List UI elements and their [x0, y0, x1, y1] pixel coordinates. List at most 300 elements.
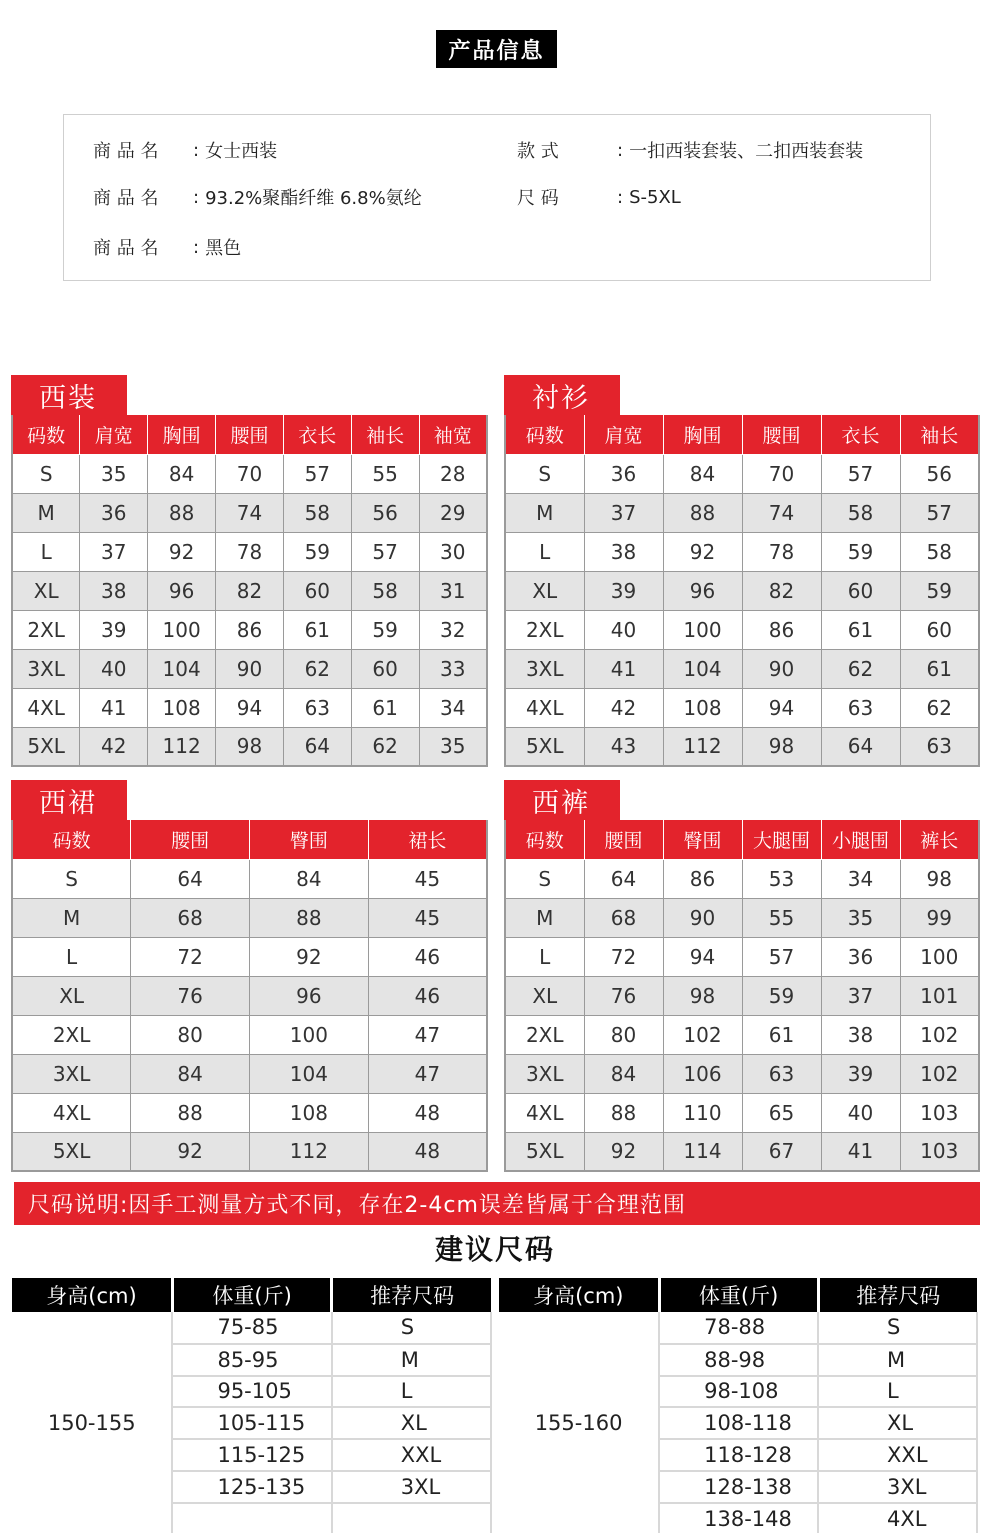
table-cell: S: [12, 454, 80, 493]
table-cell: 78: [742, 532, 821, 571]
table-cell: 100: [900, 937, 979, 976]
column-header: 臀围: [663, 820, 742, 859]
table-cell: 59: [283, 532, 351, 571]
size-notice: 尺码说明:因手工测量方式不同，存在2-4cm误差皆属于合理范围: [14, 1182, 980, 1225]
table-cell: 38: [584, 532, 663, 571]
table-cell: 100: [250, 1015, 369, 1054]
table-cell: 5XL: [505, 1132, 584, 1171]
table-cell: 65: [742, 1093, 821, 1132]
weight-range-cell: 88-98: [659, 1344, 818, 1376]
height-range-cell: 155-160: [499, 1312, 659, 1533]
info-value: 黑色: [205, 238, 242, 259]
table-cell: 40: [80, 649, 148, 688]
skirt-size-table: [11, 820, 488, 1172]
table-cell: 64: [131, 859, 250, 898]
column-header: 码数: [12, 415, 80, 454]
table-row: [505, 898, 979, 937]
table-cell: 40: [821, 1093, 900, 1132]
table-cell: 35: [80, 454, 148, 493]
table-row: [505, 493, 979, 532]
table-cell: 55: [742, 898, 821, 937]
table-cell: 56: [351, 493, 419, 532]
table-cell: 5XL: [12, 727, 80, 766]
table-cell: 62: [900, 688, 979, 727]
column-header: 腰围: [584, 820, 663, 859]
table-cell: 80: [131, 1015, 250, 1054]
table-header-row: [505, 415, 979, 454]
table-cell: 103: [900, 1132, 979, 1171]
table-cell: 41: [821, 1132, 900, 1171]
column-header: 腰围: [131, 820, 250, 859]
recommended-size-cell: L: [818, 1376, 977, 1408]
table-cell: 86: [216, 610, 284, 649]
table-cell: 98: [900, 859, 979, 898]
column-header: 推荐尺码: [818, 1278, 977, 1312]
table-row: [505, 688, 979, 727]
table-cell: 37: [584, 493, 663, 532]
info-label: 商 品 名: [93, 238, 159, 259]
table-cell: L: [12, 937, 131, 976]
table-cell: 41: [80, 688, 148, 727]
table-cell: 88: [584, 1093, 663, 1132]
column-header: 大腿围: [742, 820, 821, 859]
table-row: [12, 649, 487, 688]
recommended-size-cell: M: [332, 1344, 491, 1376]
table-cell: 80: [584, 1015, 663, 1054]
table-cell: 46: [368, 937, 487, 976]
table-cell: 70: [216, 454, 284, 493]
column-header: 码数: [12, 820, 131, 859]
column-header: 袖长: [900, 415, 979, 454]
table-cell: 2XL: [12, 610, 80, 649]
table-header-row: [12, 415, 487, 454]
table-cell: 98: [742, 727, 821, 766]
info-value: 93.2%聚酯纤维 6.8%氨纶: [205, 188, 422, 209]
table-cell: 62: [283, 649, 351, 688]
recommended-size-cell: S: [332, 1312, 491, 1344]
table-cell: 84: [663, 454, 742, 493]
table-cell: 102: [900, 1015, 979, 1054]
table-cell: 63: [742, 1054, 821, 1093]
table-cell: 60: [351, 649, 419, 688]
table-cell: 56: [900, 454, 979, 493]
column-header: 小腿围: [821, 820, 900, 859]
table-cell: 108: [148, 688, 216, 727]
table-cell: 92: [148, 532, 216, 571]
recommended-size-cell: 4XL: [818, 1503, 977, 1533]
table-cell: 92: [663, 532, 742, 571]
table-row: [505, 976, 979, 1015]
info-value: 女士西装: [205, 141, 278, 162]
table-cell: 3XL: [12, 649, 80, 688]
table-cell: 64: [283, 727, 351, 766]
table-header-row: [12, 820, 487, 859]
table-row: [12, 898, 487, 937]
table-row: [12, 532, 487, 571]
table-cell: 39: [584, 571, 663, 610]
table-cell: 100: [148, 610, 216, 649]
table-cell: 4XL: [12, 688, 80, 727]
table-cell: XL: [12, 571, 80, 610]
table-cell: 30: [419, 532, 487, 571]
weight-range-cell: 95-105: [172, 1376, 331, 1408]
table-cell: 35: [419, 727, 487, 766]
table-cell: 94: [742, 688, 821, 727]
info-label: 款 式: [517, 141, 559, 162]
weight-range-cell: [172, 1503, 331, 1533]
table-cell: 4XL: [505, 688, 584, 727]
tab-pants: 西裤: [504, 780, 620, 820]
table-cell: 92: [584, 1132, 663, 1171]
table-cell: 3XL: [505, 649, 584, 688]
table-cell: 68: [584, 898, 663, 937]
table-cell: 59: [900, 571, 979, 610]
table-row: [12, 859, 487, 898]
table-cell: M: [505, 493, 584, 532]
table-header-row: [505, 820, 979, 859]
table-cell: 28: [419, 454, 487, 493]
column-header: 衣长: [283, 415, 351, 454]
table-cell: 100: [663, 610, 742, 649]
table-cell: 40: [584, 610, 663, 649]
table-cell: 5XL: [505, 727, 584, 766]
table-cell: 108: [663, 688, 742, 727]
weight-range-cell: 118-128: [659, 1439, 818, 1471]
table-cell: XL: [505, 571, 584, 610]
table-cell: 102: [900, 1054, 979, 1093]
table-cell: 60: [283, 571, 351, 610]
table-cell: 114: [663, 1132, 742, 1171]
table-row: [505, 1093, 979, 1132]
table-cell: 35: [821, 898, 900, 937]
section-title-product-info: 产品信息: [436, 30, 557, 68]
weight-range-cell: 115-125: [172, 1439, 331, 1471]
recommend-row: [499, 1312, 977, 1344]
table-cell: 96: [148, 571, 216, 610]
table-row: [505, 859, 979, 898]
table-cell: 96: [663, 571, 742, 610]
recommended-size-cell: M: [818, 1344, 977, 1376]
table-cell: 4XL: [505, 1093, 584, 1132]
table-cell: 63: [821, 688, 900, 727]
info-row-size: 尺 码 : S-5XL: [517, 184, 681, 210]
table-cell: 90: [663, 898, 742, 937]
column-header: 胸围: [663, 415, 742, 454]
table-cell: 112: [663, 727, 742, 766]
column-header: 肩宽: [584, 415, 663, 454]
recommended-size-cell: XL: [818, 1407, 977, 1439]
info-row-material: 商 品 名 : 93.2%聚酯纤维 6.8%氨纶: [93, 184, 422, 210]
table-cell: 2XL: [12, 1015, 131, 1054]
tab-skirt: 西裙: [11, 780, 127, 820]
recommend-title: 建议尺码: [434, 1233, 555, 1266]
table-cell: 36: [821, 937, 900, 976]
info-value: 一扣西装套装、二扣西装套装: [629, 141, 864, 162]
table-cell: 34: [419, 688, 487, 727]
recommended-size-cell: XXL: [332, 1439, 491, 1471]
column-header: 臀围: [250, 820, 369, 859]
weight-range-cell: 85-95: [172, 1344, 331, 1376]
table-cell: L: [12, 532, 80, 571]
table-cell: 94: [663, 937, 742, 976]
table-cell: 98: [663, 976, 742, 1015]
table-cell: 84: [131, 1054, 250, 1093]
table-cell: 38: [80, 571, 148, 610]
table-cell: 72: [131, 937, 250, 976]
table-cell: 43: [584, 727, 663, 766]
table-cell: 39: [821, 1054, 900, 1093]
table-cell: 92: [250, 937, 369, 976]
table-cell: 48: [368, 1132, 487, 1171]
table-cell: 60: [821, 571, 900, 610]
table-cell: 57: [742, 937, 821, 976]
table-row: [12, 454, 487, 493]
table-cell: S: [505, 859, 584, 898]
recommend-header-row: [12, 1278, 491, 1312]
table-cell: 63: [900, 727, 979, 766]
table-cell: 112: [250, 1132, 369, 1171]
column-header: 袖长: [351, 415, 419, 454]
table-cell: 104: [250, 1054, 369, 1093]
table-cell: M: [12, 898, 131, 937]
table-cell: 84: [148, 454, 216, 493]
table-cell: 61: [351, 688, 419, 727]
recommend-table-right: [499, 1278, 978, 1533]
table-cell: 47: [368, 1015, 487, 1054]
table-cell: 88: [148, 493, 216, 532]
column-header: 体重(斤): [172, 1278, 331, 1312]
table-cell: 92: [131, 1132, 250, 1171]
table-cell: S: [12, 859, 131, 898]
table-cell: 41: [584, 649, 663, 688]
table-cell: 2XL: [505, 610, 584, 649]
weight-range-cell: 108-118: [659, 1407, 818, 1439]
table-row: [12, 1054, 487, 1093]
table-row: [12, 571, 487, 610]
table-row: [505, 937, 979, 976]
recommend-table-left: [12, 1278, 492, 1533]
suit-size-table: [11, 415, 488, 767]
table-cell: 88: [250, 898, 369, 937]
recommended-size-cell: 3XL: [818, 1471, 977, 1503]
table-cell: 104: [148, 649, 216, 688]
table-cell: 98: [216, 727, 284, 766]
weight-range-cell: 128-138: [659, 1471, 818, 1503]
table-cell: 3XL: [12, 1054, 131, 1093]
table-cell: 82: [742, 571, 821, 610]
column-header: 裤长: [900, 820, 979, 859]
recommended-size-cell: XL: [332, 1407, 491, 1439]
table-cell: 96: [250, 976, 369, 1015]
table-cell: L: [505, 532, 584, 571]
table-cell: XL: [505, 976, 584, 1015]
table-cell: 47: [368, 1054, 487, 1093]
table-row: [12, 493, 487, 532]
table-cell: 94: [216, 688, 284, 727]
table-row: [505, 1132, 979, 1171]
table-cell: 55: [351, 454, 419, 493]
recommended-size-cell: [332, 1503, 491, 1533]
table-cell: 68: [131, 898, 250, 937]
table-cell: 46: [368, 976, 487, 1015]
table-cell: L: [505, 937, 584, 976]
table-cell: 45: [368, 859, 487, 898]
table-row: [12, 1132, 487, 1171]
tab-shirt: 衬衫: [504, 375, 620, 415]
table-cell: 3XL: [505, 1054, 584, 1093]
table-cell: 58: [351, 571, 419, 610]
table-row: [505, 571, 979, 610]
table-cell: 57: [900, 493, 979, 532]
table-cell: 2XL: [505, 1015, 584, 1054]
table-cell: 57: [821, 454, 900, 493]
weight-range-cell: 105-115: [172, 1407, 331, 1439]
table-cell: 67: [742, 1132, 821, 1171]
table-cell: 88: [663, 493, 742, 532]
table-cell: 106: [663, 1054, 742, 1093]
table-cell: 31: [419, 571, 487, 610]
shirt-size-table: [504, 415, 980, 767]
table-cell: 64: [821, 727, 900, 766]
table-cell: 36: [80, 493, 148, 532]
column-header: 身高(cm): [12, 1278, 172, 1312]
table-cell: 60: [900, 610, 979, 649]
table-row: [505, 1054, 979, 1093]
column-header: 肩宽: [80, 415, 148, 454]
recommend-row: [12, 1312, 491, 1344]
table-cell: 53: [742, 859, 821, 898]
info-row-name: 商 品 名 : 女士西装: [93, 137, 277, 163]
table-cell: 57: [351, 532, 419, 571]
table-cell: 108: [250, 1093, 369, 1132]
table-row: [505, 532, 979, 571]
table-cell: 61: [900, 649, 979, 688]
column-header: 身高(cm): [499, 1278, 659, 1312]
table-cell: 48: [368, 1093, 487, 1132]
weight-range-cell: 125-135: [172, 1471, 331, 1503]
table-row: [12, 688, 487, 727]
column-header: 腰围: [742, 415, 821, 454]
table-row: [505, 610, 979, 649]
table-row: [505, 454, 979, 493]
info-value: S-5XL: [629, 186, 681, 208]
recommended-size-cell: XXL: [818, 1439, 977, 1471]
table-cell: 86: [663, 859, 742, 898]
table-cell: 90: [216, 649, 284, 688]
info-label: 尺 码: [517, 188, 559, 209]
info-row-style: 款 式 : 一扣西装套装、二扣西装套装: [517, 137, 863, 163]
table-row: [12, 727, 487, 766]
table-cell: 38: [821, 1015, 900, 1054]
table-cell: 74: [742, 493, 821, 532]
table-cell: 82: [216, 571, 284, 610]
table-cell: 58: [900, 532, 979, 571]
table-cell: 58: [821, 493, 900, 532]
info-label: 商 品 名: [93, 141, 159, 162]
product-info-box: [63, 114, 931, 281]
table-cell: M: [505, 898, 584, 937]
recommended-size-cell: 3XL: [332, 1471, 491, 1503]
table-cell: 84: [584, 1054, 663, 1093]
height-range-cell: 150-155: [12, 1312, 172, 1533]
table-cell: 59: [821, 532, 900, 571]
column-header: 衣长: [821, 415, 900, 454]
weight-range-cell: 75-85: [172, 1312, 331, 1344]
column-header: 码数: [505, 415, 584, 454]
table-cell: 61: [821, 610, 900, 649]
info-label: 商 品 名: [93, 188, 159, 209]
table-cell: 36: [584, 454, 663, 493]
tab-suit: 西装: [11, 375, 127, 415]
recommended-size-cell: S: [818, 1312, 977, 1344]
table-cell: 34: [821, 859, 900, 898]
table-cell: 57: [283, 454, 351, 493]
recommend-header-row: [499, 1278, 977, 1312]
table-cell: 99: [900, 898, 979, 937]
table-cell: 45: [368, 898, 487, 937]
table-cell: 110: [663, 1093, 742, 1132]
table-cell: 63: [283, 688, 351, 727]
table-cell: 37: [80, 532, 148, 571]
table-row: [12, 610, 487, 649]
table-cell: 4XL: [12, 1093, 131, 1132]
table-cell: 72: [584, 937, 663, 976]
table-cell: 59: [742, 976, 821, 1015]
column-header: 码数: [505, 820, 584, 859]
table-cell: 70: [742, 454, 821, 493]
weight-range-cell: 138-148: [659, 1503, 818, 1533]
table-cell: 62: [351, 727, 419, 766]
table-cell: 29: [419, 493, 487, 532]
table-row: [12, 937, 487, 976]
table-cell: 88: [131, 1093, 250, 1132]
table-row: [505, 1015, 979, 1054]
table-cell: 78: [216, 532, 284, 571]
table-cell: S: [505, 454, 584, 493]
table-cell: M: [12, 493, 80, 532]
recommended-size-cell: L: [332, 1376, 491, 1408]
table-cell: 61: [283, 610, 351, 649]
table-cell: 5XL: [12, 1132, 131, 1171]
table-cell: 62: [821, 649, 900, 688]
table-cell: 42: [80, 727, 148, 766]
table-cell: 74: [216, 493, 284, 532]
table-cell: 104: [663, 649, 742, 688]
table-cell: 59: [351, 610, 419, 649]
table-cell: 42: [584, 688, 663, 727]
table-row: [12, 1093, 487, 1132]
table-cell: 84: [250, 859, 369, 898]
table-cell: 86: [742, 610, 821, 649]
pants-size-table: [504, 820, 980, 1172]
table-cell: XL: [12, 976, 131, 1015]
table-cell: 101: [900, 976, 979, 1015]
table-cell: 76: [584, 976, 663, 1015]
table-cell: 61: [742, 1015, 821, 1054]
column-header: 体重(斤): [659, 1278, 818, 1312]
table-row: [505, 649, 979, 688]
column-header: 袖宽: [419, 415, 487, 454]
table-cell: 64: [584, 859, 663, 898]
table-cell: 37: [821, 976, 900, 1015]
column-header: 裙长: [368, 820, 487, 859]
table-cell: 112: [148, 727, 216, 766]
table-row: [505, 727, 979, 766]
info-row-color: 商 品 名 : 黑色: [93, 234, 241, 260]
table-cell: 76: [131, 976, 250, 1015]
column-header: 胸围: [148, 415, 216, 454]
table-cell: 103: [900, 1093, 979, 1132]
